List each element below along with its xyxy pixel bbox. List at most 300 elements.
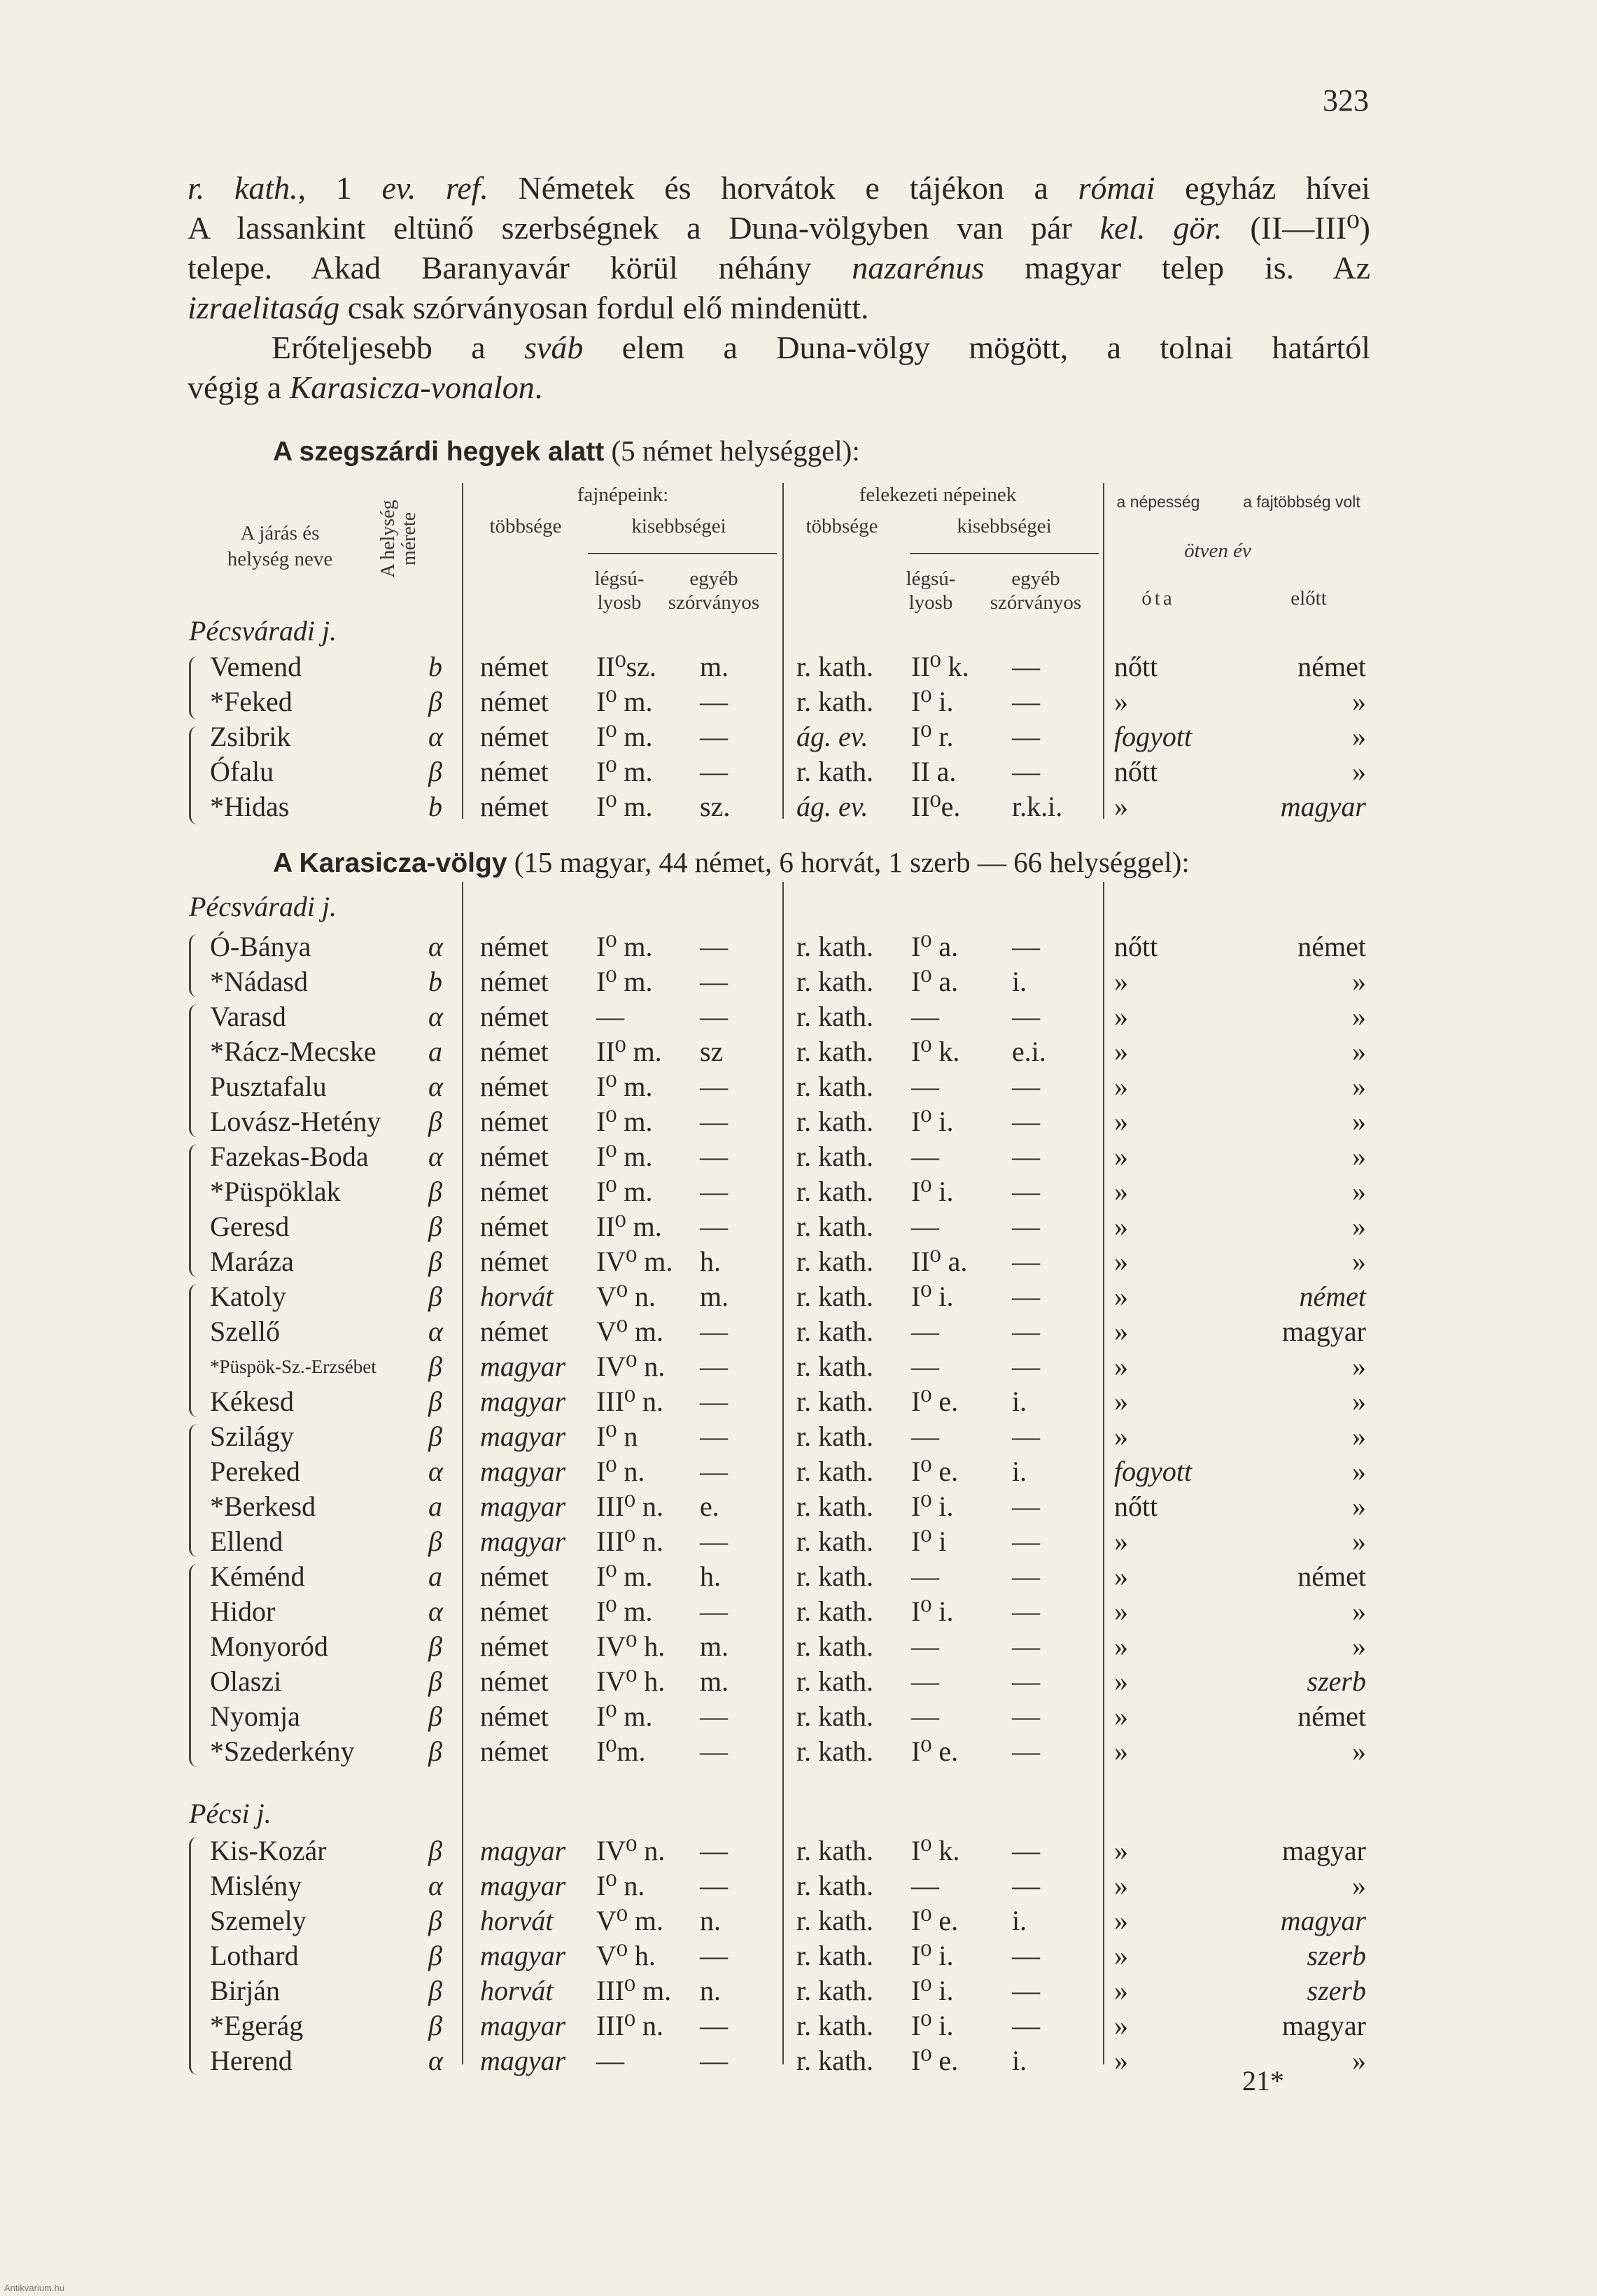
minority-major: I⁰ n.: [596, 1456, 645, 1487]
religion-minority-major: I⁰ e.: [911, 1735, 959, 1767]
minority-major: I⁰ m.: [596, 1561, 653, 1592]
religion-minority-other: —: [1012, 1700, 1040, 1732]
minority-major: I⁰ m.: [596, 1176, 653, 1207]
religion-minority-other: i.: [1012, 1456, 1027, 1487]
text-run: magyar telep is. Az: [984, 250, 1370, 286]
minority-other: —: [700, 1176, 728, 1207]
religion-minority-major: I⁰ i.: [911, 1176, 954, 1207]
religion-minority-other: —: [1012, 1526, 1040, 1557]
place-size: α: [428, 931, 443, 962]
place-size: β: [428, 1835, 442, 1866]
place-size: α: [428, 1870, 443, 1901]
minority-other: —: [700, 1141, 728, 1172]
majority: magyar: [480, 1456, 566, 1487]
religion-minority-major: —: [911, 1870, 939, 1901]
religion-minority-other: —: [1012, 1735, 1040, 1767]
minority-other: —: [700, 1456, 728, 1487]
minority-other: —: [700, 1735, 728, 1767]
population-trend: »: [1114, 1386, 1128, 1417]
religion-majority: r. kath.: [796, 1835, 873, 1866]
table-row: [0, 1734, 1597, 1769]
minority-major: I⁰ m.: [596, 1700, 653, 1732]
population-trend: »: [1114, 1631, 1128, 1662]
previous-majority: szerb: [1307, 1975, 1366, 2006]
table-row: [0, 999, 1597, 1034]
group-brace: [189, 934, 201, 997]
religion-minority-major: I⁰ k.: [911, 1835, 960, 1866]
majority: magyar: [480, 1386, 566, 1417]
minority-other: sz: [700, 1036, 724, 1067]
minority-other: —: [700, 1001, 728, 1032]
place-size: a: [428, 1561, 442, 1592]
minority-major: IV⁰ n.: [596, 1835, 666, 1866]
religion-minority-other: —: [1012, 721, 1040, 752]
paragraph-line: [188, 288, 1370, 328]
place-size: α: [428, 2045, 443, 2076]
minority-other: —: [700, 2045, 728, 2076]
minority-major: IV⁰ n.: [596, 1351, 666, 1382]
religion-majority: r. kath.: [796, 2010, 873, 2041]
text-run: sváb: [524, 330, 584, 365]
population-trend: »: [1114, 1246, 1128, 1277]
place-name: *Nádasd: [210, 966, 308, 997]
religion-minority-other: —: [1012, 686, 1040, 717]
minority-other: —: [700, 1421, 728, 1452]
paragraph-line: [188, 248, 1370, 288]
minority-other: —: [700, 1211, 728, 1242]
population-trend: »: [1114, 1975, 1128, 2006]
text-run: csak szórványosan fordul elő mindenütt.: [339, 290, 869, 325]
majority: német: [480, 1141, 549, 1172]
population-trend: nőtt: [1114, 1491, 1158, 1522]
table-row: [0, 1489, 1597, 1524]
religion-majority: r. kath.: [796, 1071, 873, 1102]
majority: német: [480, 651, 549, 682]
header-kisebbsegei-2: kisebbségei: [957, 515, 1052, 537]
place-size: β: [428, 1351, 442, 1382]
previous-majority: magyar: [1280, 791, 1366, 822]
table-row: [0, 1034, 1597, 1069]
minority-major: II⁰sz.: [596, 651, 656, 682]
minority-other: —: [700, 1870, 728, 1901]
text-run: (II—III⁰): [1222, 210, 1371, 246]
page-number: 323: [1323, 83, 1369, 118]
place-name: Pereked: [210, 1456, 300, 1487]
place-size: β: [428, 1106, 442, 1137]
paragraph-line: [188, 328, 1370, 367]
minority-major: I⁰ m.: [596, 931, 653, 962]
table-row: [0, 1069, 1597, 1104]
place-size: β: [428, 686, 442, 717]
place-size: α: [428, 1071, 443, 1102]
previous-majority: »: [1352, 1176, 1366, 1207]
religion-minority-other: —: [1012, 931, 1040, 962]
religion-minority-major: I⁰ i.: [911, 686, 954, 717]
table-row: [0, 1973, 1597, 2008]
religion-minority-major: I⁰ k.: [911, 1036, 960, 1067]
header-egyeb-r-1: egyéb: [1011, 568, 1060, 590]
religion-minority-major: I⁰ a.: [911, 931, 959, 962]
group-brace: [189, 1424, 201, 1557]
place-size: α: [428, 1316, 443, 1347]
majority: német: [480, 931, 549, 962]
population-trend: »: [1114, 1700, 1128, 1732]
intro-paragraph: [188, 168, 1370, 328]
religion-majority: r. kath.: [796, 1940, 873, 1971]
header-legsulyosb-r-1: légsú-: [906, 568, 956, 590]
population-trend: »: [1114, 1940, 1128, 1971]
table-row: [0, 649, 1597, 684]
population-trend: fogyott: [1114, 721, 1193, 752]
religion-majority: r. kath.: [796, 1870, 873, 1901]
majority: német: [480, 1631, 549, 1662]
majority: német: [480, 1211, 549, 1242]
religion-minority-other: —: [1012, 1596, 1040, 1627]
population-trend: »: [1114, 1735, 1128, 1767]
population-trend: »: [1114, 1905, 1128, 1936]
population-trend: »: [1114, 1870, 1128, 1901]
population-trend: nőtt: [1114, 756, 1158, 787]
place-size: β: [428, 1631, 442, 1662]
minority-other: m.: [700, 1281, 729, 1312]
table-row: [0, 1664, 1597, 1699]
table-row: [0, 789, 1597, 824]
religion-majority: r. kath.: [796, 1211, 873, 1242]
table-row: [0, 754, 1597, 789]
header-legsulyosb-1: légsú-: [594, 568, 645, 590]
header-otven-ev: ötven év: [1184, 540, 1251, 562]
religion-minority-major: II a.: [911, 756, 957, 787]
religion-minority-other: —: [1012, 1246, 1040, 1277]
header-helyseg-neve: helység neve: [227, 548, 333, 570]
previous-majority: »: [1352, 1631, 1366, 1662]
religion-majority: r. kath.: [796, 1665, 873, 1697]
table-row: [0, 1903, 1597, 1938]
minority-other: n.: [700, 1905, 721, 1936]
previous-majority: szerb: [1307, 1665, 1366, 1697]
paragraph-line: [188, 168, 1370, 208]
previous-majority: német: [1299, 1281, 1366, 1312]
religion-minority-other: i.: [1012, 1905, 1027, 1936]
place-name: Mislény: [210, 1870, 302, 1901]
header-legsulyosb-r: [892, 567, 969, 614]
previous-majority: »: [1352, 1071, 1366, 1102]
previous-majority: »: [1352, 1141, 1366, 1172]
religion-minority-other: —: [1012, 1001, 1040, 1032]
minority-other: sz.: [700, 791, 731, 822]
previous-majority: »: [1352, 1456, 1366, 1487]
religion-minority-other: —: [1012, 1835, 1040, 1866]
header-egyeb-r: [973, 567, 1099, 614]
place-name: *Feked: [210, 686, 293, 717]
minority-other: n.: [700, 1975, 721, 2006]
religion-minority-other: —: [1012, 756, 1040, 787]
previous-majority: »: [1352, 1386, 1366, 1417]
majority: német: [480, 756, 549, 787]
place-name: Zsibrik: [210, 721, 291, 752]
minority-other: e.: [700, 1491, 719, 1522]
watermark: Antikvarium.hu: [4, 2283, 64, 2293]
header-tobbsege: többsége: [489, 515, 562, 537]
religion-majority: ág. ev.: [796, 791, 868, 822]
religion-minority-major: I⁰ e.: [911, 1386, 959, 1417]
minority-major: IV⁰ h.: [596, 1631, 666, 1662]
religion-majority: r. kath.: [796, 1281, 873, 1312]
religion-minority-major: I⁰ i.: [911, 1975, 954, 2006]
minority-other: —: [700, 1596, 728, 1627]
minority-major: I⁰ n.: [596, 1870, 645, 1901]
place-size: β: [428, 1386, 442, 1417]
previous-majority: magyar: [1282, 1835, 1366, 1866]
place-name: Ófalu: [210, 756, 274, 787]
religion-minority-major: —: [911, 1351, 939, 1382]
minority-major: III⁰ n.: [596, 1526, 663, 1557]
group-brace: [189, 726, 201, 824]
religion-minority-major: I⁰ i.: [911, 1940, 954, 1971]
majority: horvát: [480, 1905, 554, 1936]
minority-major: II⁰ m.: [596, 1211, 662, 1242]
majority: magyar: [480, 1835, 566, 1866]
majority: német: [480, 966, 549, 997]
previous-majority: »: [1352, 1491, 1366, 1522]
minority-other: h.: [700, 1246, 721, 1277]
religion-minority-other: —: [1012, 1491, 1040, 1522]
text-run: .: [534, 369, 543, 405]
minority-other: —: [700, 1526, 728, 1557]
religion-minority-major: II⁰ k.: [911, 651, 969, 682]
population-trend: »: [1114, 1561, 1128, 1592]
religion-minority-other: —: [1012, 1421, 1040, 1452]
religion-minority-other: —: [1012, 1176, 1040, 1207]
minority-major: III⁰ n.: [596, 2010, 663, 2041]
religion-minority-other: —: [1012, 1975, 1040, 2006]
minority-other: —: [700, 1071, 728, 1102]
previous-majority: német: [1297, 931, 1366, 962]
religion-majority: r. kath.: [796, 1700, 873, 1732]
religion-majority: r. kath.: [796, 1106, 873, 1137]
place-size: β: [428, 1665, 442, 1697]
table-row: [0, 1384, 1597, 1419]
place-size: β: [428, 1905, 442, 1936]
table-row: [0, 1833, 1597, 1868]
population-trend: »: [1114, 1596, 1128, 1627]
minority-major: I⁰m.: [596, 1735, 646, 1767]
religion-minority-other: —: [1012, 1351, 1040, 1382]
minority-major: I⁰ m.: [596, 1106, 653, 1137]
previous-majority: német: [1297, 651, 1366, 682]
text-run: , 1: [297, 170, 382, 206]
religion-minority-other: i.: [1012, 1386, 1027, 1417]
religion-majority: r. kath.: [796, 1596, 873, 1627]
majority: német: [480, 721, 549, 752]
header-ota: óta: [1141, 587, 1175, 610]
religion-majority: r. kath.: [796, 1246, 873, 1277]
religion-minority-major: —: [911, 1071, 939, 1102]
table-row: [0, 1279, 1597, 1314]
place-size: β: [428, 1735, 442, 1767]
population-trend: »: [1114, 1211, 1128, 1242]
footer-signature: 21*: [1242, 2065, 1284, 2097]
minority-other: —: [700, 1940, 728, 1971]
place-name: Pusztafalu: [210, 1071, 327, 1102]
majority: német: [480, 1001, 549, 1032]
majority: horvát: [480, 1281, 554, 1312]
minority-other: h.: [700, 1561, 721, 1592]
minority-major: I⁰ m.: [596, 1141, 653, 1172]
population-trend: »: [1114, 1526, 1128, 1557]
header-legsulyosb-r-2: lyosb: [908, 591, 953, 614]
district-pecsi: Pécsi j.: [189, 1798, 272, 1829]
minority-other: —: [700, 966, 728, 997]
text-run: Erőteljesebb a: [272, 330, 525, 365]
place-size: α: [428, 1001, 443, 1032]
majority: német: [480, 1316, 549, 1347]
religion-majority: r. kath.: [796, 2045, 873, 2076]
previous-majority: »: [1352, 721, 1366, 752]
table-row: [0, 1559, 1597, 1594]
minority-other: —: [700, 1316, 728, 1347]
place-size: β: [428, 1176, 442, 1207]
place-name: Olaszi: [210, 1665, 282, 1697]
majority: német: [480, 1700, 549, 1732]
text-run: végig a: [188, 369, 290, 405]
previous-majority: magyar: [1282, 1316, 1366, 1347]
section-title-szegszard: [273, 434, 860, 467]
paragraph-line: [188, 208, 1370, 248]
previous-majority: »: [1352, 1246, 1366, 1277]
table-row: [0, 1174, 1597, 1209]
minority-other: —: [700, 1106, 728, 1137]
majority: német: [480, 791, 549, 822]
previous-majority: szerb: [1307, 1940, 1366, 1971]
religion-minority-major: I⁰ i.: [911, 1596, 954, 1627]
religion-majority: r. kath.: [796, 651, 873, 682]
minority-major: III⁰ n.: [596, 1491, 663, 1522]
majority: magyar: [480, 1421, 566, 1452]
majority: német: [480, 1561, 549, 1592]
text-run: telepe. Akad Baranyavár körül néhány: [188, 250, 852, 286]
minority-major: I⁰ n: [596, 1421, 638, 1452]
majority: horvát: [480, 1975, 554, 2006]
table-row: [0, 964, 1597, 999]
population-trend: »: [1114, 1665, 1128, 1697]
minority-other: —: [700, 1386, 728, 1417]
religion-majority: ág. ev.: [796, 721, 868, 752]
place-name: Kékesd: [210, 1386, 294, 1417]
place-size: β: [428, 1281, 442, 1312]
previous-majority: »: [1352, 1001, 1366, 1032]
religion-majority: r. kath.: [796, 1491, 873, 1522]
majority: német: [480, 1071, 549, 1102]
religion-minority-major: —: [911, 1665, 939, 1697]
place-name: Kis-Kozár: [210, 1835, 327, 1866]
religion-minority-other: i.: [1012, 966, 1027, 997]
minority-major: V⁰ n.: [596, 1281, 656, 1312]
population-trend: »: [1114, 1036, 1128, 1067]
minority-other: —: [700, 721, 728, 752]
place-size: β: [428, 1246, 442, 1277]
place-name: Nyomja: [210, 1700, 300, 1732]
population-trend: »: [1114, 1835, 1128, 1866]
text-run: római: [1078, 170, 1155, 206]
religion-minority-other: —: [1012, 651, 1040, 682]
place-name: Lovász-Hetény: [210, 1106, 381, 1137]
place-name: Herend: [210, 2045, 293, 2076]
place-name: Kéménd: [210, 1561, 305, 1592]
header-tobbsege-2: többsége: [805, 515, 878, 537]
majority: magyar: [480, 1351, 566, 1382]
population-trend: »: [1114, 1351, 1128, 1382]
previous-majority: »: [1352, 1036, 1366, 1067]
place-name: Katoly: [210, 1281, 286, 1312]
place-name: Vemend: [210, 651, 302, 682]
religion-minority-major: —: [911, 1001, 939, 1032]
table-row: [0, 2043, 1597, 2078]
table-row: [0, 1419, 1597, 1454]
minority-major: I⁰ m.: [596, 791, 653, 822]
religion-minority-major: I⁰ i.: [911, 1491, 954, 1522]
population-trend: nőtt: [1114, 651, 1158, 682]
place-name: Hidor: [210, 1596, 276, 1627]
header-szorvanyos: szórványos: [668, 591, 760, 614]
previous-majority: »: [1352, 2045, 1366, 2076]
table-row: [0, 1139, 1597, 1174]
district-pecsvaradi: Pécsváradi j.: [189, 615, 337, 647]
minority-other: m.: [700, 1665, 729, 1697]
header-brace-2: [910, 553, 1099, 554]
religion-minority-other: —: [1012, 2010, 1040, 2041]
religion-minority-other: —: [1012, 1870, 1040, 1901]
minority-major: IV⁰ m.: [596, 1246, 673, 1277]
header-legsulyosb-2: lyosb: [597, 591, 642, 614]
section-note: (5 német helységgel):: [604, 435, 860, 467]
religion-minority-major: I⁰ e.: [911, 2045, 959, 2076]
previous-majority: »: [1352, 1526, 1366, 1557]
majority: magyar: [480, 1940, 566, 1971]
minority-major: I⁰ m.: [596, 1071, 653, 1102]
previous-majority: »: [1352, 1211, 1366, 1242]
religion-majority: r. kath.: [796, 931, 873, 962]
group-brace: [189, 656, 201, 719]
previous-majority: német: [1297, 1700, 1366, 1732]
place-name: Monyoród: [210, 1631, 328, 1662]
group-brace: [189, 1837, 201, 2075]
group-brace: [189, 1284, 201, 1417]
place-size: β: [428, 1940, 442, 1971]
place-size: β: [428, 1975, 442, 2006]
majority: német: [480, 1246, 549, 1277]
place-size: α: [428, 1596, 443, 1627]
previous-majority: »: [1352, 756, 1366, 787]
table-row: [0, 1938, 1597, 1973]
table-row: [0, 929, 1597, 964]
religion-majority: r. kath.: [796, 1631, 873, 1662]
previous-majority: »: [1352, 1106, 1366, 1137]
majority: magyar: [480, 1491, 566, 1522]
header-nepesseg: a népesség: [1116, 493, 1200, 511]
religion-majority: r. kath.: [796, 756, 873, 787]
place-name: Fazekas-Boda: [210, 1141, 369, 1172]
population-trend: nőtt: [1114, 931, 1158, 962]
minority-other: —: [700, 686, 728, 717]
religion-majority: r. kath.: [796, 1735, 873, 1767]
majority: magyar: [480, 1526, 566, 1557]
group-brace: [189, 1004, 201, 1137]
religion-minority-other: —: [1012, 1561, 1040, 1592]
religion-minority-other: —: [1012, 1940, 1040, 1971]
paragraph-line: [188, 367, 1370, 407]
table-row: [0, 684, 1597, 719]
